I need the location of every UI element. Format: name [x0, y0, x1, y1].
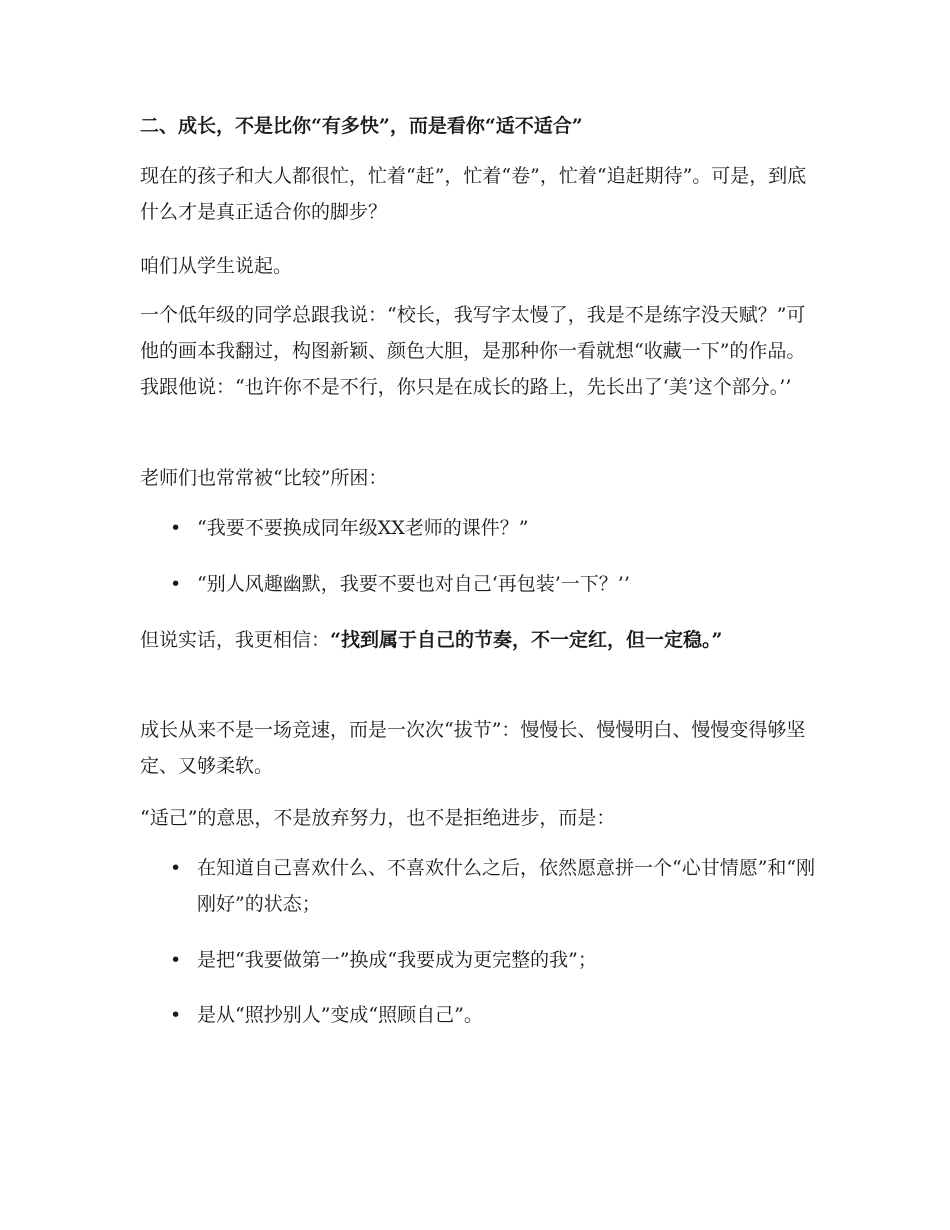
list-item-text: “别人风趣幽默，我要不要也对自己‘再包装’一下？’’ [197, 573, 630, 595]
list-item-text: 是从“照抄别人”变成“照顾自己”。 [197, 1004, 483, 1026]
paragraph-intro: 现在的孩子和大人都很忙，忙着“赶”，忙着“卷”，忙着“追赶期待”。可是，到底什么才是真正适合你的脚步？ [140, 165, 807, 223]
paragraph-definition: “适己”的意思，不是放弃努力，也不是拒绝进步，而是： [140, 807, 616, 829]
paragraph-students: 咱们从学生说起。 [140, 255, 293, 277]
bullet-icon: • [170, 573, 182, 595]
paragraph-teachers: 老师们也常常被“比较”所困： [140, 467, 388, 489]
belief-lead-text: 但说实话，我更相信： [140, 629, 331, 651]
bullet-icon: • [170, 857, 182, 879]
belief-emphasis-text: “找到属于自己的节奏，不一定红，但一定稳。” [330, 629, 723, 651]
list-item-text: “我要不要换成同年级XX老师的课件？” [197, 517, 529, 539]
bullet-icon: • [170, 517, 182, 539]
bullet-icon: • [170, 1004, 182, 1026]
paragraph-belief [140, 622, 820, 658]
list-item-text: 在知道自己喜欢什么、不喜欢什么之后，依然愿意拼一个“心甘情愿”和“刚刚好”的状态； [197, 857, 816, 915]
paragraph-growth: 成长从来不是一场竞速，而是一次次“拔节”：慢慢长、慢慢明白、慢慢变得够坚定、又够柔软。 [140, 719, 806, 777]
paragraph-student-story: 一个低年级的同学总跟我说：“校长，我写字太慢了，我是不是练字没天赋？”可他的画本我翻过，构图新颖、颜色大胆，是那种你一看就想“收藏一下”的作品。我跟他说：“也许你不是不行，你只是在成长的路上，先长出了‘美’这个部分。’’ [140, 304, 806, 398]
bullet-icon: • [170, 949, 182, 971]
section-heading: 二、成长，不是比你“有多快”，而是看你“适不适合” [140, 115, 583, 137]
list-item-text: 是把“我要做第一”换成“我要成为更完整的我”； [197, 949, 597, 971]
